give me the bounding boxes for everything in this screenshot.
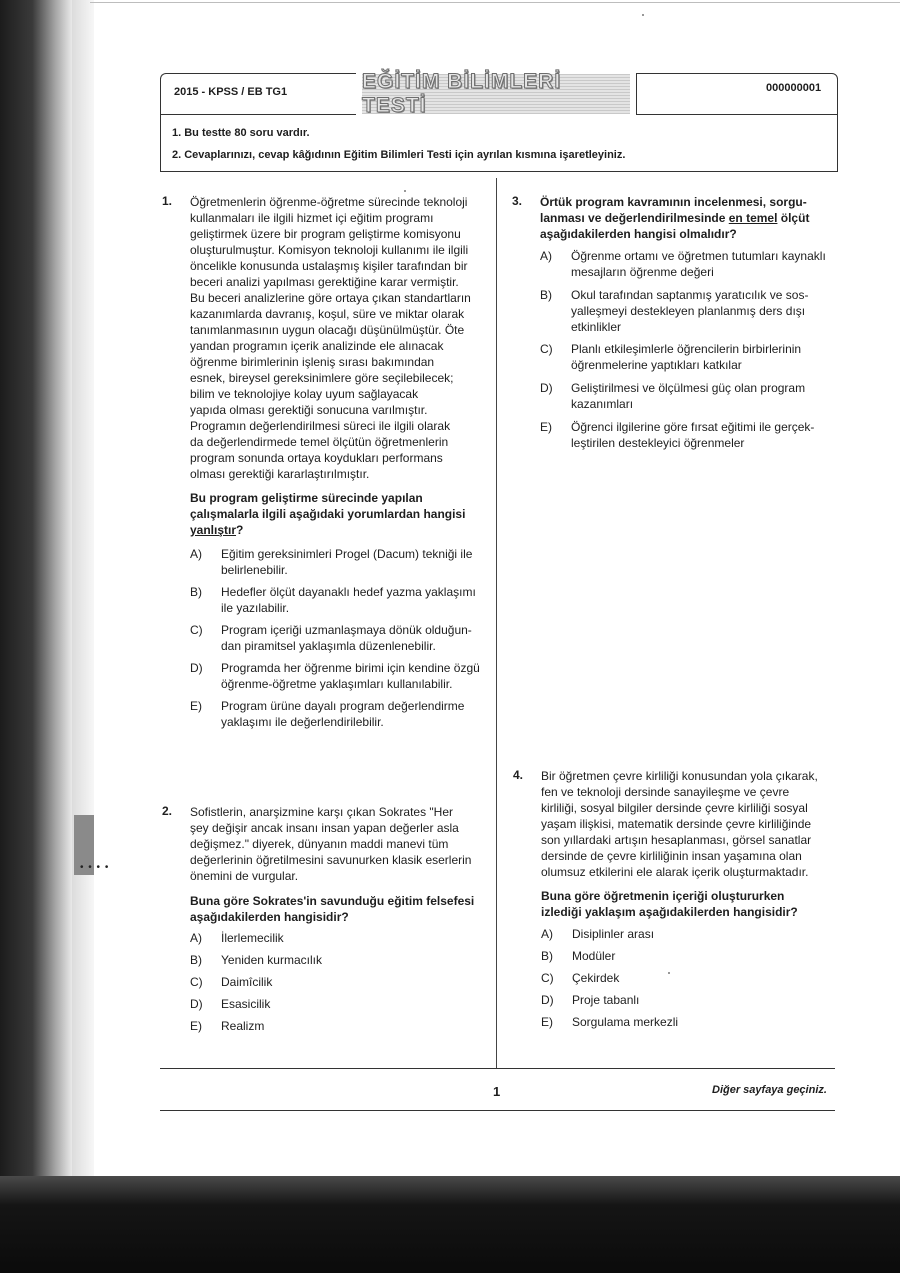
question-4-option-d[interactable]: D) Proje tabanlı [541,993,640,1007]
question-4-option-a[interactable]: A) Disiplinler arası [541,927,655,941]
question-3-option-a[interactable]: A) Öğrenme ortamı ve öğretmen tutumları kaynaklı mesajların öğrenme değeri [540,249,826,279]
question-2-option-b[interactable]: B) Yeniden kurmacılık [190,953,322,967]
instructions-box [160,113,838,172]
question-3-stem: Örtük program kavramının incelenmesi, sorgu- lanması ve değerlendirilmesinde en temel ölçüt aşağıdakilerden hangisi olmalıdır? [540,195,810,241]
question-3-option-e[interactable]: E) Öğrenci ilgilerine göre fırsat eğitimi ile gerçek- leştirilen destekleyici öğrenmeler [540,420,815,450]
booklet-number: 000000001 [766,82,822,94]
question-1-option-d[interactable]: D) Programda her öğrenme birimi için kendine özgü öğrenme-öğretme yaklaşımları kullanılabilir. [190,661,480,691]
next-page-note: Diğer sayfaya geçiniz. [712,1084,827,1096]
test-title-banner [362,70,630,117]
question-3-number: 3. [512,194,523,208]
question-2-option-c[interactable]: C) Daimîcilik [190,975,273,989]
question-4-option-b[interactable]: B) Modüler [541,949,616,963]
question-1-stem: Bu program geliştirme sürecinde yapılan çalışmalarla ilgili aşağıdaki yorumlardan hangisi yanlıştır? [190,491,466,537]
question-4-option-c[interactable]: C) Çekirdek [541,971,620,985]
scan-edge-left [0,0,72,1273]
page-number: 1 [493,1084,501,1099]
question-4-number: 4. [513,768,524,782]
question-1-text: Öğretmenlerin öğrenme-öğretme sürecinde teknoloji kullanmaları ile ilgili hizmet içi eğitim programı geliştirmek üzere bir program geliştirme komisyonu oluşturulmuştur. Komisyon teknoloji kullanımı ile ilgili öncelikle konusunda ustalaşmış kişiler tarafından bir beceri analizi yapılması gerektiğine karar vermiştir. Bu beceri analizlerine göre ortaya çıkan standartların kazanımlarda davranış, koşul, süre ve miktar olarak tanımlanmasının uygun olacağı düşünülmüştür. Öte yandan programın içerik analizinde ele alınacak öğrenme birimlerinin işleniş sırası bakımından esnek, bireysel gereksinimlere göre seçilebilecek; bilim ve teknolojiye kolay uyum sağlayacak yapıda olması gerektiği sonucuna varılmıştır. Programın değerlendirilmesi süreci ile ilgili olarak da değerlendirmede temel ölçütün öğretmenlerin program sonunda ortaya koydukları performans olması gerektiği kararlaştırılmıştır. [190,195,471,481]
exam-code: 2015 - KPSS / EB TG1 [174,86,288,98]
question-1-number: 1. [162,194,173,208]
footer-rule-top [160,1068,835,1069]
scan-edge-shadow [72,0,94,1180]
scan-edge-top [90,2,900,3]
binding-dots: • • • • [80,862,110,873]
question-1-option-b[interactable]: B) Hedefler ölçüt dayanaklı hedef yazma yaklaşımı ile yazılabilir. [190,585,476,615]
question-4-option-e[interactable]: E) Sorgulama merkezli [541,1015,679,1029]
header-right-box [636,73,838,115]
question-2-stem: Buna göre Sokrates'in savunduğu eğitim felsefesi aşağıdakilerden hangisidir? [190,894,475,924]
question-2-text: Sofistlerin, anarşizmine karşı çıkan Sokrates "Her şey değişir ancak insanı insan yapan değerler asla değişmez." diyerek, dünyanın maddi manevi tüm değerlerinin öğretilmesini savunurken klasik eserlerin önemini de vurgular. [190,805,472,883]
scan-speck [642,14,644,16]
column-divider [496,178,497,1068]
stem-emphasis: en temel [728,211,778,225]
scan-speck [404,190,406,192]
scan-edge-bottom [0,1176,900,1273]
question-2-option-e[interactable]: E) Realizm [190,1019,265,1033]
question-4-stem: Buna göre öğretmenin içeriği oluştururken izlediği yaklaşım aşağıdakilerden hangisidir? [541,889,798,919]
question-1-option-e[interactable]: E) Program ürüne dayalı program değerlendirme yaklaşımı ile değerlendirilebilir. [190,699,465,729]
question-3-option-b[interactable]: B) Okul tarafından saptanmış yaratıcılık ve sos- yalleşmeyi destekleyen planlanmış ders dışı etkinlikler [540,288,809,334]
question-2-option-d[interactable]: D) Esasicilik [190,997,271,1011]
instruction-1: 1. Bu testte 80 soru vardır. [172,127,310,139]
question-2-option-a[interactable]: A) İlerlemecilik [190,931,284,945]
footer-rule-bottom [160,1110,835,1111]
question-3-option-d[interactable]: D) Geliştirilmesi ve ölçülmesi güç olan program kazanımları [540,381,806,411]
question-2-number: 2. [162,804,173,818]
test-title: EĞİTİM BİLİMLERİ TESTİ [362,70,562,117]
question-1-option-c[interactable]: C) Program içeriği uzmanlaşmaya dönük olduğun- dan piramitsel yaklaşımla düzenlenebilir. [190,623,472,653]
stem-emphasis: yanlıştır [190,523,237,537]
instruction-2: 2. Cevaplarınızı, cevap kâğıdının Eğitim Bilimleri Testi için ayrılan kısmına işaretleyiniz. [172,149,626,161]
scan-speck [668,972,670,974]
question-4-text: Bir öğretmen çevre kirliliği konusundan yola çıkarak, fen ve teknoloji dersinde sanayileşme ve çevre kirliliği, sosyal bilgiler dersinde çevre kirliliği sosyal yaşam ilişkisi, matematik dersinde çevre kirliliğinde son yıllardaki artışın hesaplanması, görsel sanatlar dersinde de çevre kirliliğinin insan yaşamına olan olumsuz etkilerini ele alarak içerik oluşturmaktadır. [541,769,818,879]
question-1-option-a[interactable]: A) Eğitim gereksinimleri Progel (Dacum) tekniği ile belirlenebilir. [190,547,473,577]
question-3-option-c[interactable]: C) Planlı etkileşimlerle öğrencilerin birbirlerinin öğrenmelerine yaptıkları katkılar [540,342,802,372]
